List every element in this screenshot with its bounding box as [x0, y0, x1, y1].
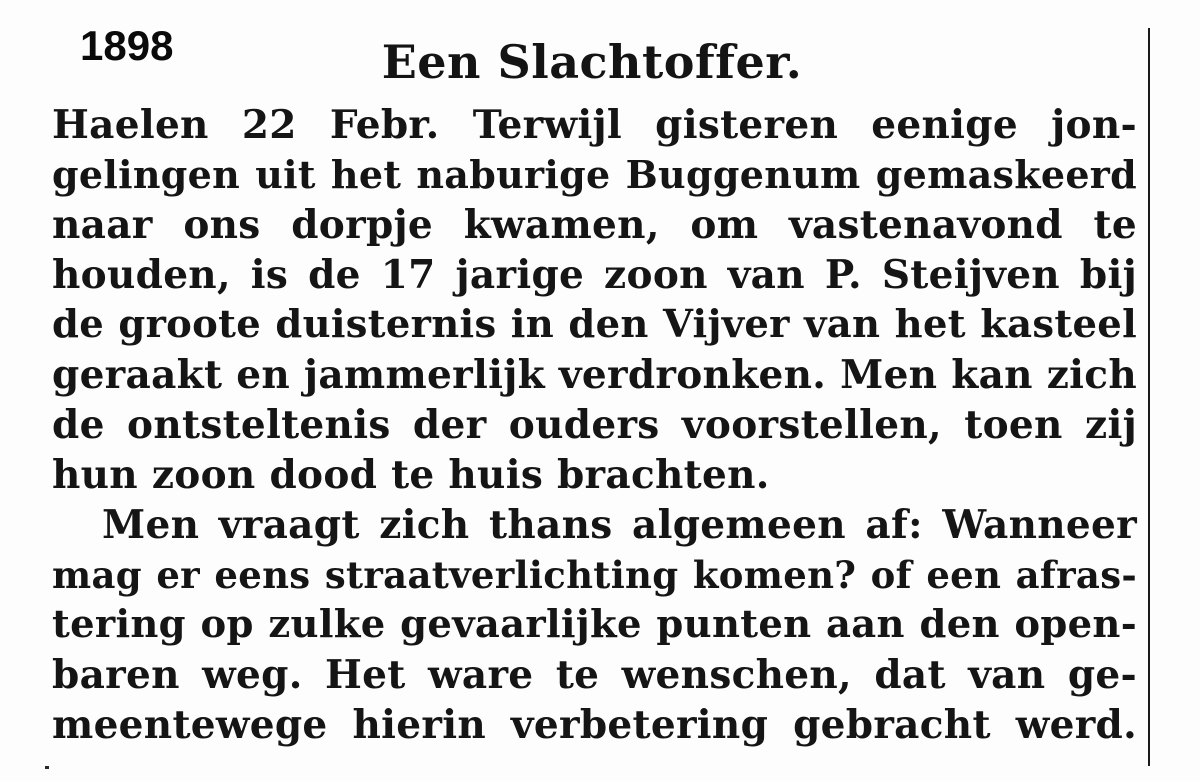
article-line: meentewege hierin verbetering gebracht werd.: [52, 702, 1137, 748]
article-line: Haelen 22 Febr. Terwijl gisteren eenige jon-: [52, 102, 1137, 148]
article-body: [52, 100, 1137, 750]
article-line: Men vraagt zich thans algemeen af: Wanneer: [102, 502, 1137, 548]
article-line: houden, is de 17 jarige zoon van P. Steijven bij: [52, 252, 1137, 298]
article-line: hun zoon dood te huis brachten.: [52, 452, 770, 498]
article-line: geraakt en jammerlijk verdronken. Men kan zich: [52, 352, 1137, 398]
year-label: 1898: [80, 22, 174, 69]
print-speck: [45, 766, 49, 769]
article-line: de ontsteltenis der ouders voorstellen, toen zij: [52, 402, 1137, 448]
article-line: naar ons dorpje kwamen, om vastenavond te: [52, 202, 1137, 248]
article-line: de groote duisternis in den Vijver van het kasteel: [52, 302, 1137, 347]
article-line: baren weg. Het ware te wenschen, dat van ge-: [52, 652, 1137, 698]
article-line: mag er eens straatverlichting komen? of een afras-: [52, 553, 1137, 597]
headline: Een Slachtoffer.: [381, 35, 803, 89]
article-line: gelingen uit het naburige Buggenum gemaskeerd: [52, 152, 1137, 197]
article-line: tering op zulke gevaarlijke punten aan den open-: [52, 602, 1137, 647]
column-rule: [1148, 28, 1150, 766]
